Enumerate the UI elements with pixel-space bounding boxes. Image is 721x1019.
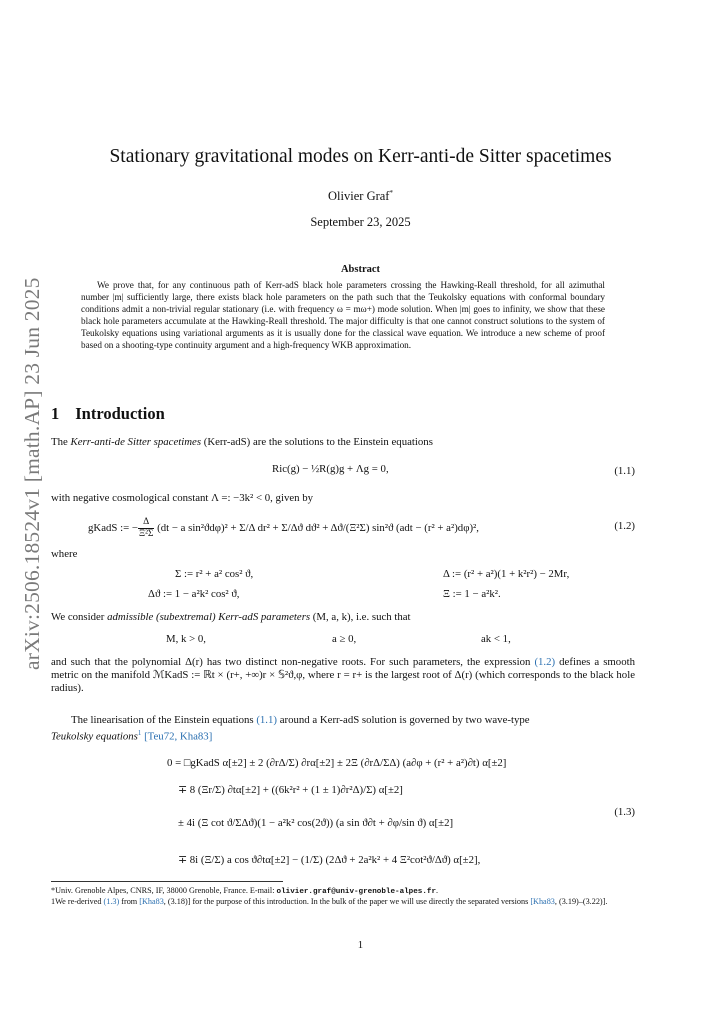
equation-number-1-3: (1.3) xyxy=(614,806,635,818)
def-delta-theta: Δϑ := 1 − a²k² cos² ϑ, xyxy=(148,588,240,600)
section-number: 1 xyxy=(51,404,60,423)
def-xi: Ξ := 1 − a²k². xyxy=(443,588,501,600)
author xyxy=(0,189,721,204)
cite-kha83[interactable]: Kha83] xyxy=(179,730,213,743)
date: September 23, 2025 xyxy=(310,215,411,229)
cond-a: a ≥ 0, xyxy=(332,633,357,645)
section-heading xyxy=(51,404,165,424)
footnote-ref-1[interactable]: 1 xyxy=(137,729,142,738)
equation-number-1-1: (1.1) xyxy=(614,465,635,477)
ref-eq-1-2[interactable]: (1.2) xyxy=(534,656,556,668)
cond-mk: M, k > 0, xyxy=(166,633,206,645)
equation-number-1-2: (1.2) xyxy=(614,520,635,532)
section-title: Introduction xyxy=(75,404,165,423)
author-mark: * xyxy=(389,189,393,197)
def-delta: Δ := (r² + a²)(1 + k²r²) − 2Mr, xyxy=(443,568,570,580)
author-name: Olivier Graf xyxy=(328,189,390,204)
footnote-affiliation: *Univ. Grenoble Alpes, CNRS, IF, 38000 Grenoble, France. E-mail: olivier.graf@univ-grenoble-alpes.fr. xyxy=(51,886,439,896)
paragraph-roots: and such that the polynomial Δ(r) has two distinct non-negative roots. For such parameters, the expression (1.2) defines a smooth metric on the manifold ℳKadS := ℝt × (r+, +∞)r × 𝕊²ϑ,φ, where r = r+ is the largest root of Δ(r) (which corresponds to the black hole radius). xyxy=(51,656,635,695)
def-sigma: Σ := r² + a² cos² ϑ, xyxy=(175,568,254,580)
footnote-1: 1We re-derived (1.3) from [Kha83, (3.18)] for the purpose of this introduction. In the bulk of the paper we will use directly the separated versions [Kha83, (3.19)–(3.22)]. xyxy=(51,897,608,906)
equation-1-2: gKadS := − $\frac{\Delta}{\text{Ξ²Σ}}$ (dt − a sin²ϑdφ)² + Σ/Δ dr² + Σ/Δϑ dϑ² + Δϑ/(Ξ²Σ) sin²ϑ (adt − (r² + a²)dφ)², xyxy=(88,517,479,539)
paragraph-where: where xyxy=(51,548,78,560)
equation-1-3-line-1: 0 = □gKadS α[±2] ± 2 (∂rΔ/Σ) ∂rα[±2] ± 2Ξ (∂rΔ/ΣΔ) (a∂φ + (r² + a²)∂t) α[±2] xyxy=(167,757,507,769)
equation-1-1: Ric(g) − ½R(g)g + Λg = 0, xyxy=(272,463,389,475)
cite-teu72[interactable]: [Teu72, xyxy=(144,730,178,743)
fn-ref-eq-1-3[interactable]: (1.3) xyxy=(103,897,120,906)
footnote-rule xyxy=(51,881,283,882)
paragraph-intro: The Kerr-anti-de Sitter spacetimes (Kerr-adS) are the solutions to the Einstein equations xyxy=(51,436,433,448)
abstract-body: We prove that, for any continuous path of Kerr-adS black hole parameters crossing the Hawking-Reall threshold, for all azimuthal number |m| sufficiently large, there exists black hole parameters on the path such that the Teukolsky equations with conformal boundary conditions admit a non-trivial regular stationary (i.e. with frequency ω = mω+) mode solution. When |m| goes to infinity, we show that these black hole parameters accumulate at the Hawking-Reall threshold. The major difficulty is that one cannot construct solutions to the system of Teukolsky equations using variational arguments as it is usually done for the classical wave equation. We introduce a new scheme of proof based on a shooting-type continuity argument and a high-frequency WKB approximation. xyxy=(81,280,605,351)
ref-eq-1-1[interactable]: (1.1) xyxy=(256,714,277,726)
abstract-heading: Abstract xyxy=(340,264,381,275)
fn-cite-kha83-b[interactable]: [Kha83 xyxy=(530,897,555,906)
paragraph-cosmological: with negative cosmological constant Λ =: −3k² < 0, given by xyxy=(51,492,314,504)
page-number: 1 xyxy=(357,939,364,951)
paragraph-admissible: We consider admissible (subextremal) Kerr-adS parameters (M, a, k), i.e. such that xyxy=(51,611,411,623)
cond-ak: ak < 1, xyxy=(481,633,511,645)
fn-cite-kha83-a[interactable]: [Kha83 xyxy=(139,897,164,906)
arxiv-stamp: arXiv:2506.18524v1 [math.AP] 23 Jun 2025 xyxy=(20,277,44,670)
author-email[interactable]: olivier.graf@univ-grenoble-alpes.fr xyxy=(276,888,437,896)
paper-title: Stationary gravitational modes on Kerr-anti-de Sitter spacetimes xyxy=(109,146,612,167)
paragraph-teukolsky: The linearisation of the Einstein equations (1.1) around a Kerr-adS solution is governed by two wave-type Teukolsky equations$^1$ [Teu72, Kha83] xyxy=(51,714,530,743)
equation-1-3-line-4: ∓ 8i (Ξ/Σ) a cos ϑ∂tα[±2] − (1/Σ) (2Δϑ + 2a²k² + 4 Ξ²cot²ϑ/Δϑ) α[±2], xyxy=(178,854,481,866)
equation-1-3-line-2: ∓ 8 (Ξr/Σ) ∂tα[±2] + ((6k²r² + (1 ± 1)∂r²Δ)/Σ) α[±2] xyxy=(178,784,403,796)
equation-1-3-line-3: ± 4i (Ξ cot ϑ/ΣΔϑ)(1 − a²k² cos(2ϑ)) (a sin ϑ∂t + ∂φ/sin ϑ) α[±2] xyxy=(178,817,454,829)
fraction: $\frac{\Delta}{\text{Ξ²Σ}}$ xyxy=(138,517,154,539)
